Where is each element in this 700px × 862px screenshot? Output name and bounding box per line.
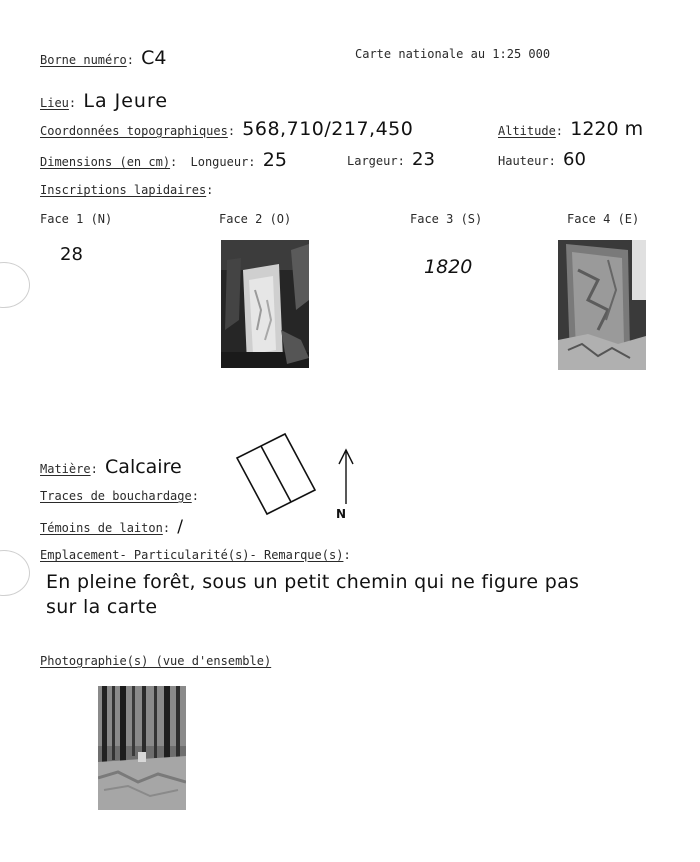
matiere-value: Calcaire (105, 456, 182, 478)
face-1-label: Face 1 (N) (40, 212, 113, 226)
face-1-inscription: 28 (60, 244, 83, 265)
largeur-label: Largeur (347, 154, 398, 168)
altitude-row: Altitude: 1220 m (498, 118, 644, 140)
temoins-row: Témoins de laiton: / (40, 517, 184, 537)
face-3-label: Face 3 (S) (410, 212, 483, 226)
coords-row: Coordonnées topographiques: 568,710/217,450 (40, 118, 414, 140)
longueur-value: 25 (262, 149, 287, 171)
matiere-row: Matière: Calcaire (40, 456, 182, 478)
overview-photo (98, 686, 186, 810)
temoins-value: / (177, 517, 184, 537)
matiere-label: Matière (40, 462, 91, 476)
coords-value: 568,710/217,450 (242, 118, 414, 140)
borne-plan-diagram (232, 430, 322, 520)
hauteur-row: Hauteur: 60 (498, 149, 586, 170)
largeur-value: 23 (412, 149, 435, 170)
face-4-photo (558, 240, 646, 370)
borne-row: Borne numéro: C4 (40, 47, 167, 69)
face-3-inscription: 1820 (424, 256, 473, 278)
coords-label: Coordonnées topographiques (40, 124, 228, 138)
borne-label: Borne numéro (40, 53, 127, 67)
altitude-value: 1220 m (570, 118, 644, 140)
punch-hole-top (0, 262, 30, 308)
emplacement-line-1: En pleine forêt, sous un petit chemin qui ne figure pas (46, 571, 580, 593)
dimensions-row: Dimensions (en cm): Longueur: 25 (40, 149, 287, 171)
inscriptions-label: Inscriptions lapidaires (40, 183, 207, 197)
emplacement-row: Emplacement- Particularité(s)- Remarque(s): (40, 548, 351, 562)
carte-text: Carte nationale au 1:25 000 (355, 47, 551, 61)
emplacement-line-2: sur la carte (46, 596, 158, 618)
temoins-label: Témoins de laiton (40, 521, 163, 535)
hauteur-label: Hauteur (498, 154, 549, 168)
borne-value: C4 (141, 47, 167, 69)
traces-label: Traces de bouchardage (40, 489, 192, 503)
traces-row: Traces de bouchardage: (40, 489, 199, 503)
north-label: N (336, 507, 347, 521)
altitude-label: Altitude (498, 124, 556, 138)
lieu-row: Lieu: La Jeure (40, 90, 169, 112)
face-4-label: Face 4 (E) (567, 212, 640, 226)
longueur-label: Longueur (190, 155, 249, 169)
punch-hole-bottom (0, 550, 30, 596)
photographie-label: Photographie(s) (vue d'ensemble) (40, 654, 272, 668)
inscriptions-row: Inscriptions lapidaires: (40, 183, 214, 197)
plan-sketch (232, 430, 322, 520)
face-2-label: Face 2 (O) (219, 212, 292, 226)
largeur-row: Largeur: 23 (347, 149, 435, 170)
emplacement-label: Emplacement- Particularité(s)- Remarque(s) (40, 548, 344, 562)
face-2-photo (221, 240, 309, 368)
lieu-label: Lieu (40, 96, 69, 110)
hauteur-value: 60 (563, 149, 586, 170)
dimensions-label: Dimensions (en cm) (40, 155, 171, 169)
lieu-value: La Jeure (83, 90, 169, 112)
photographie-row (40, 654, 271, 668)
